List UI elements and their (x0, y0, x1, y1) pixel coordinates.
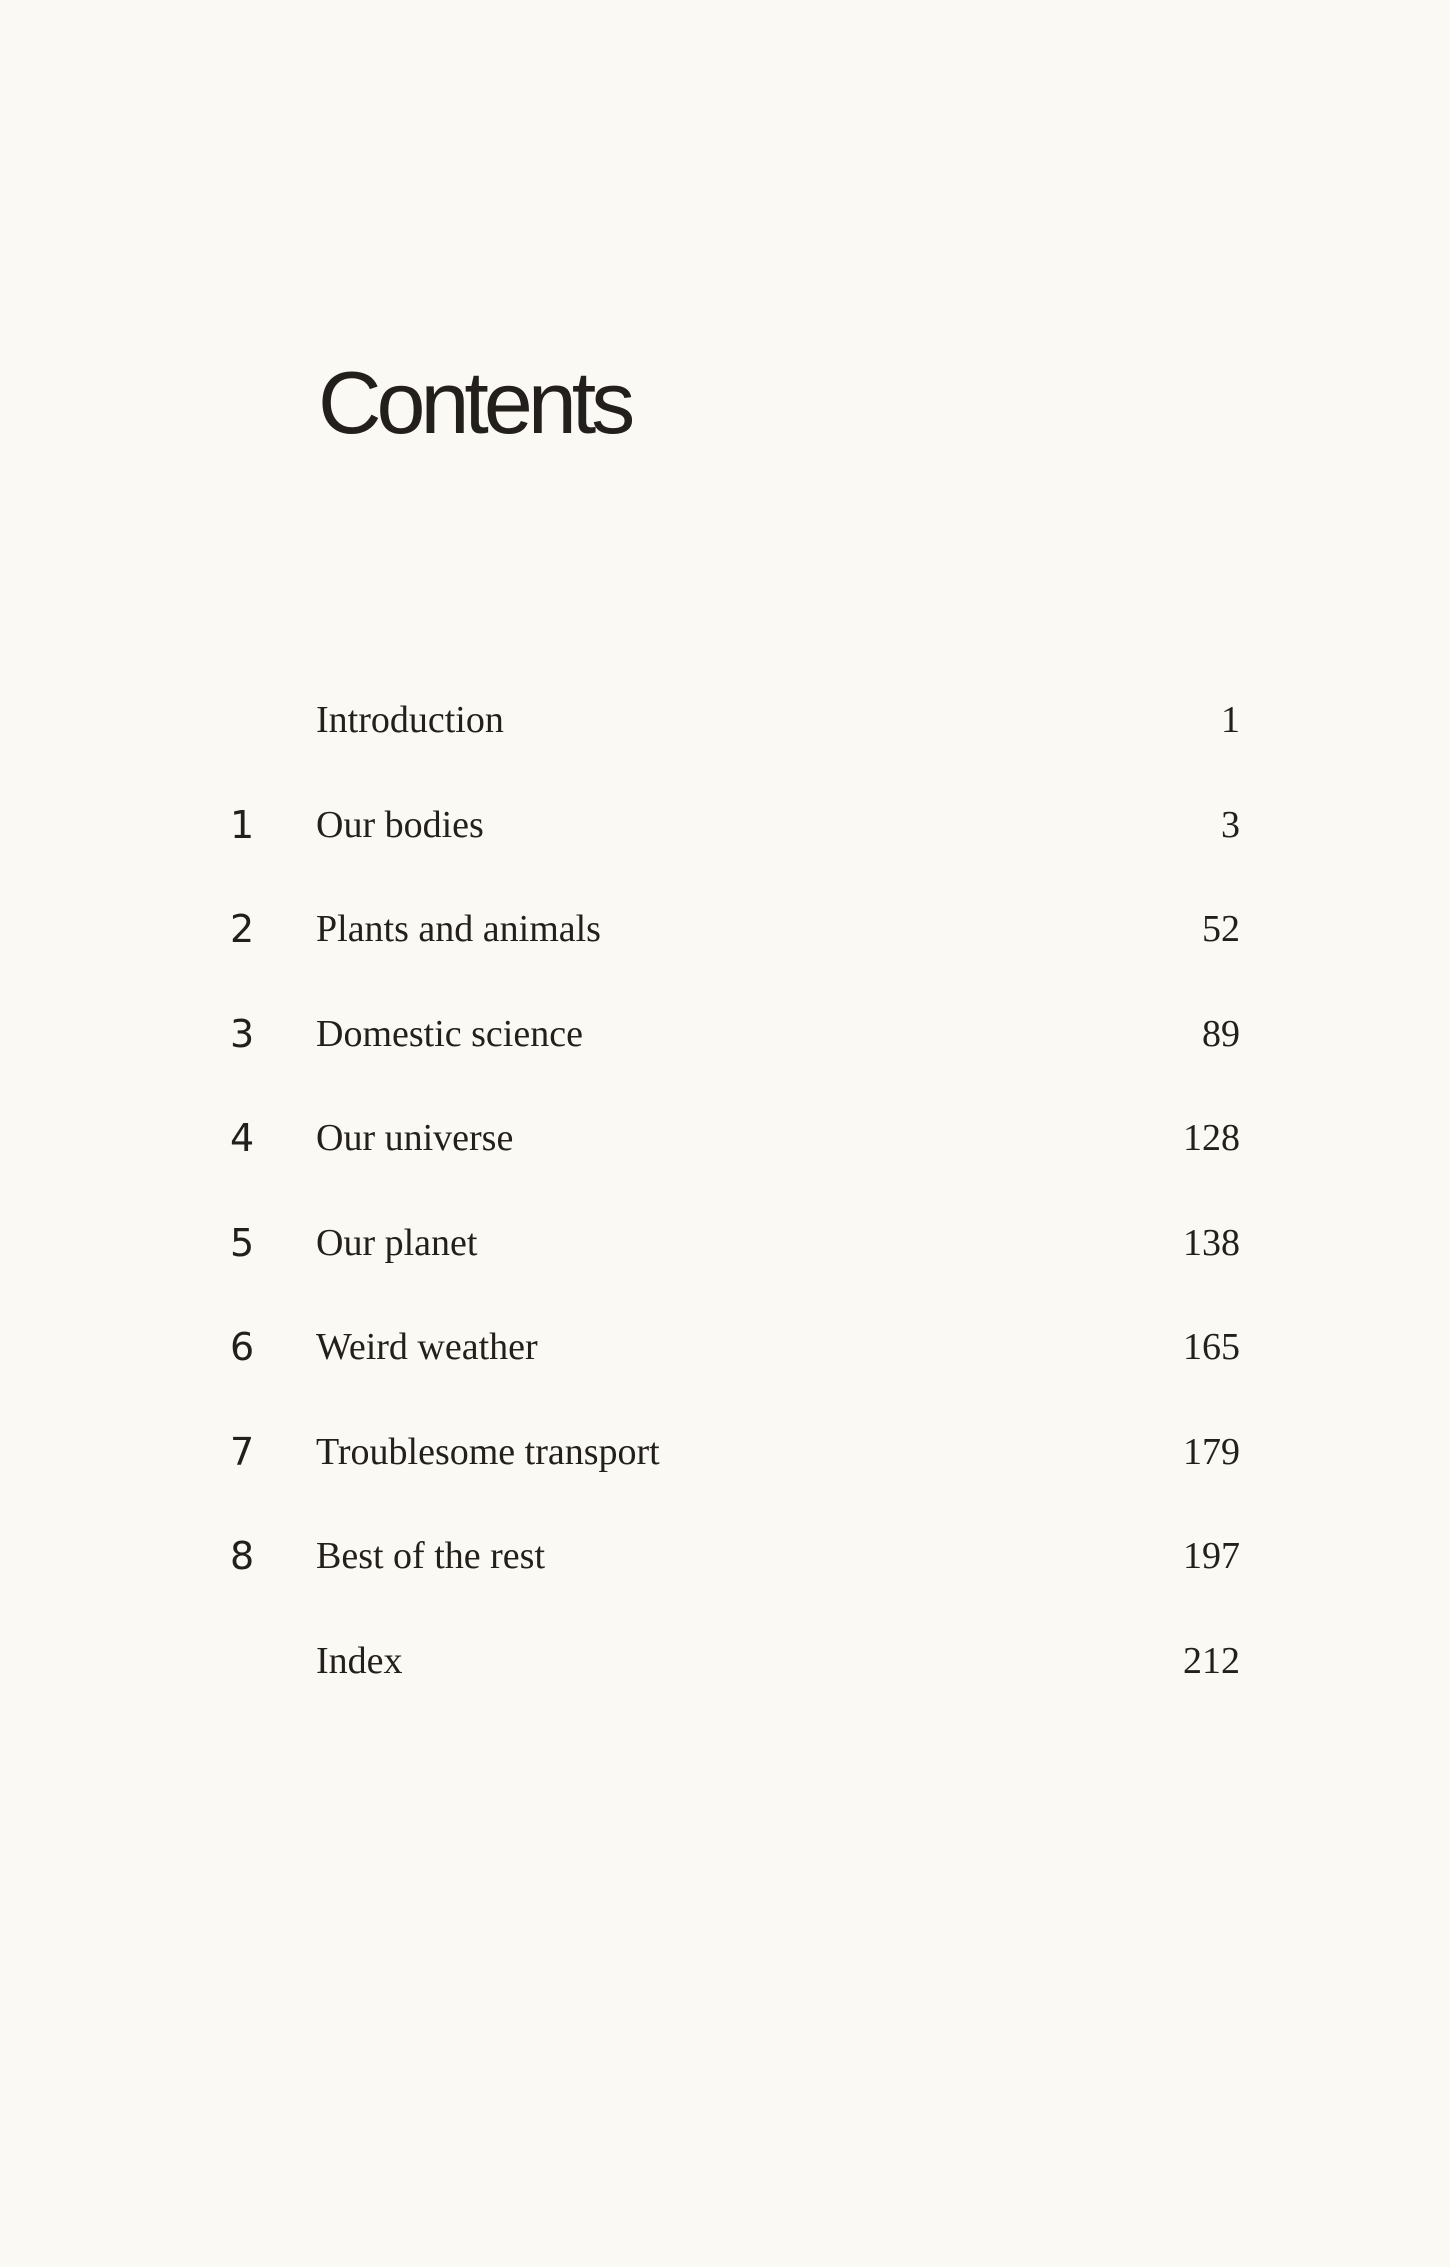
toc-entry (0, 1317, 1450, 1377)
chapter-title: Introduction (316, 699, 504, 741)
toc-entry (0, 1004, 1450, 1064)
toc-entry (0, 1213, 1450, 1273)
page-number: 89 (1202, 1012, 1240, 1055)
page-number: 1 (1221, 699, 1240, 741)
page-number: 212 (1183, 1639, 1240, 1682)
chapter-number: 5 (230, 1220, 255, 1265)
page-title: Contents (318, 352, 631, 452)
page-number: 3 (1221, 803, 1240, 846)
toc-entry (0, 690, 1450, 750)
chapter-title: Our bodies (316, 803, 484, 846)
toc-entry (0, 899, 1450, 959)
chapter-title: Best of the rest (316, 1535, 546, 1577)
page-number: 128 (1183, 1117, 1240, 1159)
page-number: 165 (1183, 1326, 1240, 1368)
chapter-title: Weird weather (316, 1326, 538, 1368)
chapter-number: 7 (230, 1429, 255, 1474)
toc-entry (0, 795, 1450, 855)
toc-entry (0, 1108, 1450, 1168)
page-number: 197 (1183, 1535, 1240, 1577)
chapter-title: Domestic science (316, 1012, 583, 1055)
chapter-number: 6 (230, 1325, 255, 1369)
page-number: 138 (1183, 1221, 1240, 1264)
chapter-title: Our universe (316, 1117, 514, 1159)
chapter-title: Troublesome transport (316, 1430, 660, 1473)
toc-entry (0, 1631, 1450, 1691)
chapter-title: Plants and animals (316, 908, 601, 950)
chapter-number: 8 (230, 1534, 255, 1578)
toc-entry (0, 1422, 1450, 1482)
toc-entry (0, 1526, 1450, 1586)
chapter-title: Our planet (316, 1221, 478, 1264)
chapter-number: 2 (230, 907, 255, 951)
chapter-number: 4 (230, 1116, 255, 1160)
page-number: 179 (1183, 1430, 1240, 1473)
chapter-title: Index (316, 1639, 403, 1682)
chapter-number: 1 (230, 802, 255, 847)
page-number: 52 (1202, 908, 1240, 950)
chapter-number: 3 (230, 1011, 255, 1056)
